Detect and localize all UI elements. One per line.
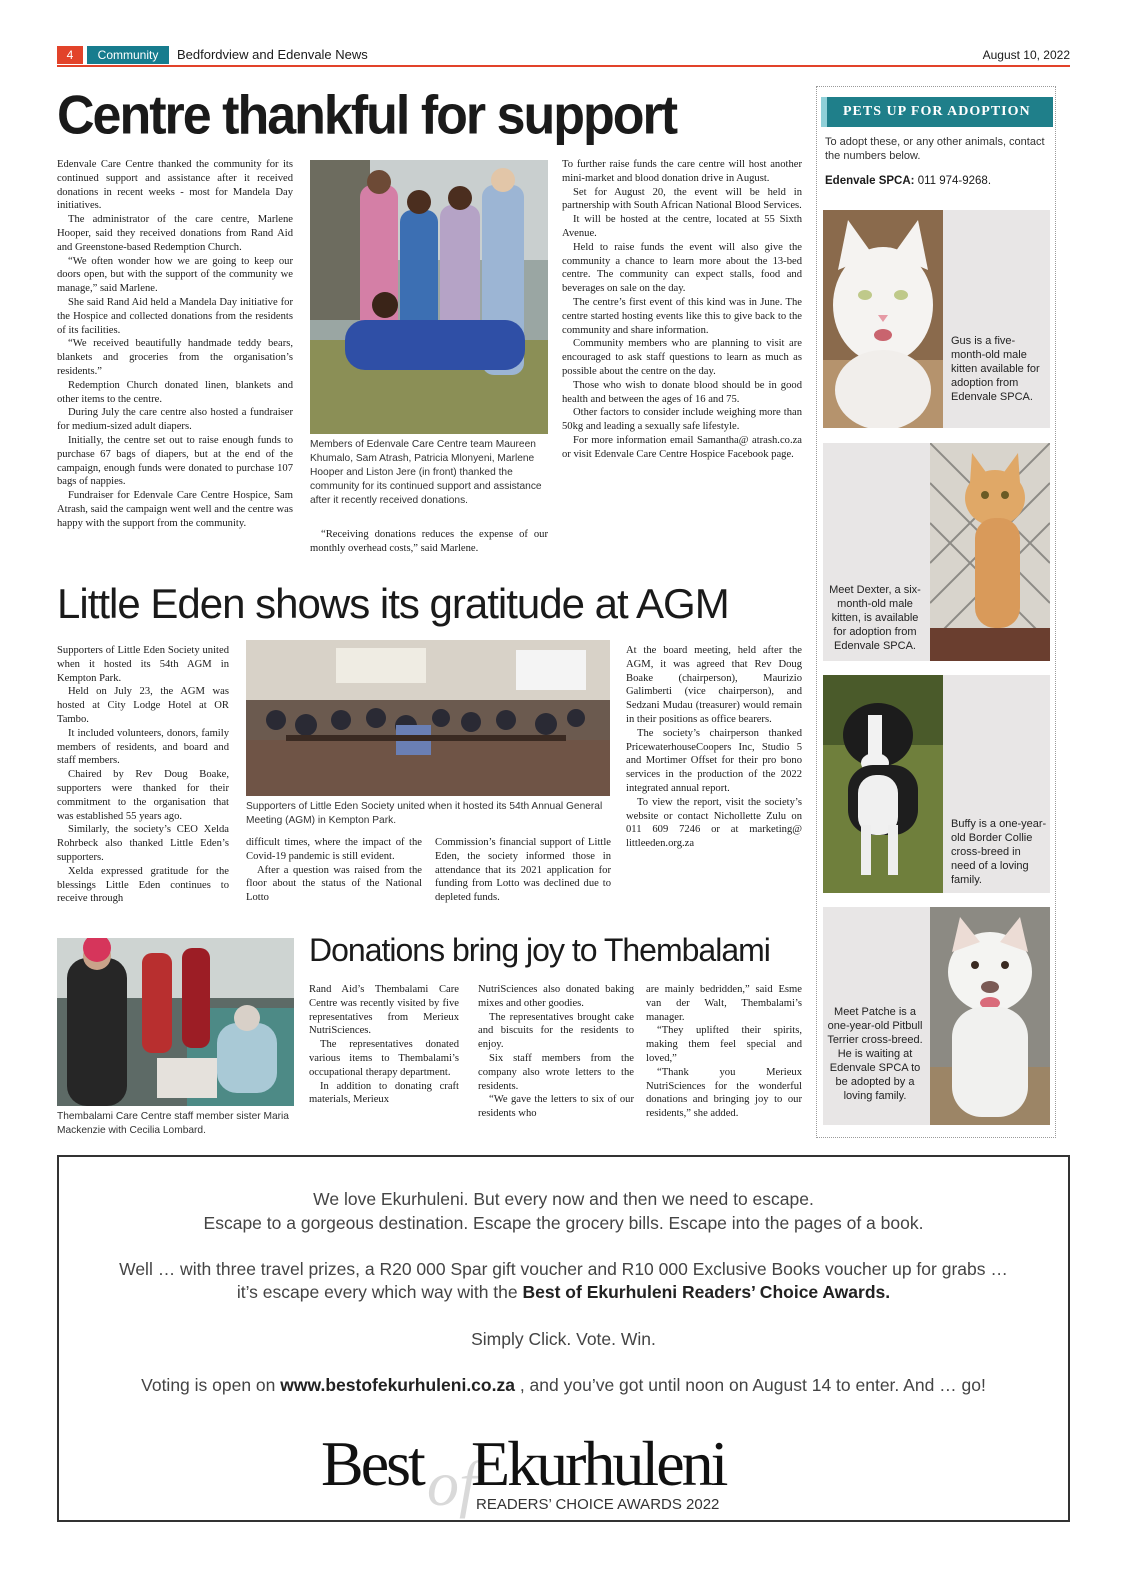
article3-photo-caption: Thembalami Care Centre staff member sister Maria Mackenzie with Cecilia Lombard. [57, 1111, 289, 1136]
paragraph: It will be hosted at the centre, located at 55 Sixth Avenue. [562, 214, 802, 239]
article3-col1 [309, 983, 459, 1107]
paragraph: Similarly, the society’s CEO Xelda Rohrbeck also thanked Little Eden’s supporters. [57, 824, 229, 863]
logo-best: Best [321, 1428, 423, 1499]
publication-name: Bedfordview and Edenvale News [177, 47, 368, 62]
agm-photo [246, 640, 610, 796]
awards-name: Best of Ekurhuleni Readers’ Choice Awards. [522, 1282, 891, 1302]
paragraph: Commission’s financial support of Little Eden, the society informed those in attendance that its 2021 application for funding from Lotto was declined due to depleted funds. [435, 837, 611, 904]
issue-date: August 10, 2022 [982, 48, 1070, 62]
article2-col3 [435, 836, 611, 905]
thembalami-photo [57, 938, 294, 1106]
ad-line-5: Simply Click. Vote. Win. [471, 1329, 656, 1349]
paragraph: “They uplifted their spirits, making them feel special and loved,” [646, 1025, 802, 1064]
paragraph: Fundraiser for Edenvale Care Centre Hospice, Sam Atrash, said the campaign went well and the centre was happy with the support from the community. [57, 490, 293, 529]
article1-col3 [562, 158, 802, 462]
ad-line-6-pre: Voting is open on [141, 1375, 276, 1395]
pet-card-buffy [823, 675, 1050, 893]
gus-photo [823, 210, 943, 428]
buffy-photo [823, 675, 943, 893]
page-number: 4 [57, 46, 83, 64]
article2-col1 [57, 644, 229, 906]
paragraph: For more information email Samantha@ atrash.co.za or visit Edenvale Care Centre Hospice Facebook page. [562, 434, 802, 460]
gus-description: Gus is a five-month-old male kitten available for adoption from Edenvale SPCA. [951, 335, 1040, 403]
paragraph: The centre’s first event of this kind was in June. The centre started hosting events like this to give back to the community and share information. [562, 296, 802, 336]
paragraph: Six staff members from the company also wrote letters to the residents. [478, 1052, 634, 1092]
pet-card-gus [823, 210, 1050, 428]
article2-col2 [246, 836, 422, 905]
best-of-ekurhuleni-logo [321, 1427, 821, 1517]
paragraph: Community members who are planning to visit are encouraged to ask staff questions to learn as much as possible about the centre on the day. [562, 338, 802, 377]
page-header [57, 45, 1070, 67]
paragraph: To view the report, visit the society’s website or contact Nichollette Zulu on 011 609 7246 or at marketing@ littleeden.org.za [626, 796, 802, 850]
marlene-quote: “Receiving donations reduces the expense of our monthly overhead costs,” said Marlene. [310, 529, 548, 554]
logo-of: of [427, 1448, 477, 1519]
paragraph: Rand Aid’s Thembalami Care Centre was recently visited by five representatives from Merieux NutriSciences. [309, 984, 459, 1037]
paragraph: Xelda expressed gratitude for the blessings Little Eden continues to receive through [57, 865, 229, 905]
paragraph: In addition to donating craft materials, Merieux [309, 1080, 459, 1106]
pets-sidebar [816, 86, 1056, 1138]
paragraph: Set for August 20, the event will be held in partnership with South African National Blood Services. [562, 186, 802, 212]
pets-title: PETS UP FOR ADOPTION [821, 97, 1053, 127]
paragraph: Chaired by Rev Doug Boake, supporters were thanked for their commitment to the organisation that was established 55 years ago. [57, 769, 229, 822]
paragraph: The representatives brought cake and biscuits for the residents to enjoy. [478, 1011, 634, 1051]
article2-photo-caption: Supporters of Little Eden Society united when it hosted its 54th Annual General Meeting (AGM) in Kempton Park. [246, 801, 603, 826]
paragraph: It included volunteers, donors, family members of residents, and board and staff members. [57, 727, 229, 767]
patche-photo [930, 907, 1050, 1125]
spca-contact [825, 175, 991, 187]
article1-col2 [310, 528, 548, 556]
logo-subtitle: READERS’ CHOICE AWARDS 2022 [476, 1496, 720, 1513]
paragraph: “We often wonder how we are going to keep our doors open, but with the support of the community we manage,” said Marlene. [57, 255, 293, 295]
ad-line-3: Well … with three travel prizes, a R20 000 Spar gift voucher and R10 000 Exclusive Books voucher up for grabs … [119, 1259, 1008, 1279]
paragraph: Held to raise funds the event will also give the community a chance to learn more about the 13-bed centre. The community can expect stalls, food and beverages on sale on the day. [562, 241, 802, 295]
pet-card-dexter [823, 443, 1050, 661]
paragraph: After a question was raised from the floor about the status of the National Lotto [246, 864, 422, 904]
care-centre-team-photo [310, 160, 548, 434]
paragraph: “We received beautifully handmade teddy bears, blankets and groceries from the organisation’s residents.” [57, 338, 293, 377]
paragraph: Other factors to consider include weighing more than 50kg and leading a sexually safe lifestyle. [562, 407, 802, 433]
section-tag[interactable]: Community [87, 46, 169, 64]
spca-label: Edenvale SPCA: [825, 175, 915, 187]
paragraph: Redemption Church donated linen, blankets and other items to the centre. [57, 379, 293, 405]
patche-description: Meet Patche is a one-year-old Pitbull Terrier cross-breed. He is waiting at Edenvale SPCA to be adopted by a loving family. [827, 1006, 923, 1102]
article2-col4 [626, 644, 802, 851]
paragraph: are mainly bedridden,” said Esme van der Walt, Thembalami’s manager. [646, 984, 802, 1023]
article3-headline: Donations bring joy to Thembalami [309, 932, 770, 968]
paragraph: Supporters of Little Eden Society united when it hosted its 54th AGM in Kempton Park. [57, 645, 229, 684]
ad-line-2: Escape to a gorgeous destination. Escape the grocery bills. Escape into the pages of a book. [203, 1213, 924, 1233]
readers-choice-ad[interactable] [57, 1155, 1070, 1522]
article1-headline: Centre thankful for support [57, 85, 677, 146]
article3-col3 [646, 983, 802, 1121]
paragraph: difficult times, where the impact of the Covid-19 pandemic is still evident. [246, 837, 422, 862]
spca-number[interactable]: 011 974-9268. [917, 175, 992, 187]
paragraph: Held on July 23, the AGM was hosted at City Lodge Hotel at OR Tambo. [57, 686, 229, 725]
paragraph: Initially, the centre set out to raise enough funds to purchase 67 bags of diapers, but at the end of the campaign, enough funds were donated to purchase 107 bags of nappies. [57, 434, 293, 488]
paragraph: “Thank you Merieux NutriSciences for the wonderful donations and bringing joy to our residents,” she added. [646, 1066, 802, 1120]
article1-col1 [57, 158, 293, 531]
paragraph: “We gave the letters to six of our residents who [478, 1094, 634, 1120]
pets-intro: To adopt these, or any other animals, contact the numbers below. [825, 136, 1045, 162]
pet-card-patche [823, 907, 1050, 1125]
paragraph: The representatives donated various items to Thembalami’s occupational therapy department. [309, 1039, 459, 1078]
voting-link[interactable]: www.bestofekurhuleni.co.za [280, 1375, 515, 1395]
buffy-description: Buffy is a one-year-old Border Collie cross-breed in need of a loving family. [951, 818, 1047, 886]
article1-photo-caption: Members of Edenvale Care Centre team Maureen Khumalo, Sam Atrash, Patricia Mlonyeni, Marlene Hooper and Liston Jere (in front) thanked the community for its continued support and assistance after it recently received donations. [310, 439, 542, 506]
ad-line-6 [59, 1375, 1068, 1396]
ad-line-4-text: it’s escape every which way with the [236, 1282, 518, 1302]
paragraph: NutriSciences also donated baking mixes and other goodies. [478, 984, 634, 1009]
ad-line-4 [59, 1282, 1068, 1303]
ad-line-1: We love Ekurhuleni. But every now and then we need to escape. [313, 1189, 814, 1209]
article2-headline: Little Eden shows its gratitude at AGM [57, 580, 729, 627]
ad-line-6-post: , and you’ve got until noon on August 14 to enter. And … go! [519, 1375, 986, 1395]
paragraph: She said Rand Aid held a Mandela Day initiative for the Hospice and collected donations from the residents of its facilities. [57, 296, 293, 336]
dexter-photo [930, 443, 1050, 661]
paragraph: At the board meeting, held after the AGM, it was agreed that Rev Doug Boake (chairperson), Maurizio Galimberti (vice chairperson), and Sedzani Mudau (treasurer) would remain in their positions as office bearers. [626, 645, 802, 725]
dexter-description: Meet Dexter, a six-month-old male kitten, is available for adoption from Edenvale SPCA. [829, 584, 921, 652]
paragraph: During July the care centre also hosted a fundraiser for medium-sized adult diapers. [57, 407, 293, 433]
article3-col2 [478, 983, 634, 1121]
logo-ekurhuleni: Ekurhuleni [471, 1428, 726, 1499]
header-rule [57, 65, 1070, 67]
paragraph: To further raise funds the care centre will host another mini-market and blood donation drive in August. [562, 159, 802, 184]
paragraph: Those who wish to donate blood should be in good health and between the ages of 16 and 75. [562, 379, 802, 405]
paragraph: The administrator of the care centre, Marlene Hooper, said they received donations from Rand Aid and Greenstone-based Redemption Church. [57, 214, 293, 253]
paragraph: Edenvale Care Centre thanked the community for its continued support and assistance after it received donations in recent weeks - most for Mandela Day initiatives. [57, 159, 293, 212]
paragraph: The society’s chairperson thanked PricewaterhouseCoopers Inc, Studio 5 and Mortimer Offset for their pro bono services in the production of the 2022 integrated annual report. [626, 727, 802, 794]
